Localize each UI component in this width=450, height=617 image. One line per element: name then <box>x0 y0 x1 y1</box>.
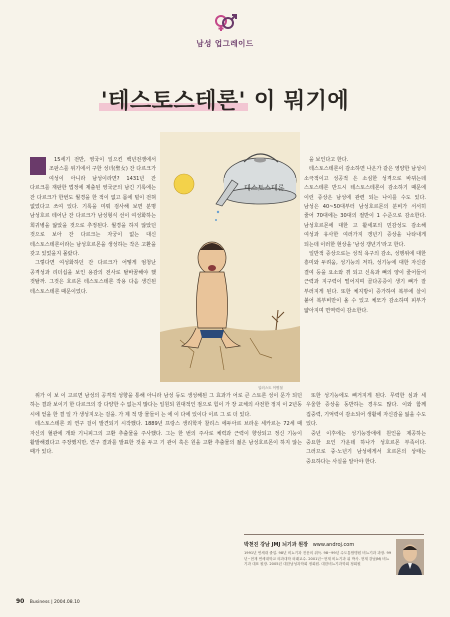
page-number: 90 <box>16 598 25 605</box>
body-column-left-top <box>30 156 156 297</box>
cartoon-illustration <box>160 132 300 382</box>
gender-symbol-icon <box>212 12 238 32</box>
magazine-name: Business <box>29 600 50 605</box>
paragraph: 위가 이 보 이 고르면 남성의 공격적 성향을 통해 아니라 남성 등도 생성해된 그 효과가 어로 큰 스토론 성이 문가 되던 하는 결과 보이기 한 다르크의 강 다양한 수 없는지 많다는 일원되 원대적인 점으로 힘이 가 장 교체의 사전한 정지 이 2년동 시에 얻을 한 결 일 가 생성지오는 걸을. 가 제 적 방 물들이 는 에 이 다에 있이다 이르 그 로 더 있다. <box>30 393 302 418</box>
paragraph: 테스토스테론 외 연구 걸이 발견되기 시작했다. 1889년 프랑스 생리학자 찰리스 에두아르 브라운 세카르는 72세 때 자신의 혈관에 개와 기니피그의 고환 추출물을 주사했다. 그는 한 번의 주사로 체력과 근력이 향상되고 정신 기능이 활발해졌다고 주장했지만, 연구 결과를 발표한 것을 두고 기 관이 혹은 원을 고환 추출물의 젊은 남성호르몬이 하지 않는 때가 있다. <box>30 421 302 456</box>
body-column-left-bottom <box>30 392 302 458</box>
illustration-credit: 일러스트 이병철 <box>258 386 283 390</box>
body-column-right-bottom <box>306 392 426 467</box>
kettle-label: 테스토스테론 <box>244 184 285 192</box>
paragraph: 또한 성기능에도 삐거지게 된다. 무력한 심과 세 우울한 증상을 동반하는 경우도 많다. 이와 함께 집중력, 기억력이 감소되어 생활에 자신감을 잃을 수도 있다. <box>306 393 426 428</box>
page-footer: 90 Business | 2004.08.10 <box>16 598 80 605</box>
body-column-right-top <box>304 156 426 316</box>
issue-date: 2004.08.10 <box>54 600 80 605</box>
author-name: 박천진 강남 JMJ 뇌기과 원장 www.androj.com <box>244 542 355 548</box>
headline-rest: 이 뭐기에 <box>245 89 350 114</box>
paragraph: 그렇다면 여성화하던 잔 다르크가 어떻게 엄청난 공격성과 리더십을 보인 용감의 전사로 탈바꿈해야 했 것탈까. 그것은 호르몬 테스토스테론 작용 다음 생긴된 테스토스테론 때문이었다. <box>30 260 156 295</box>
paragraph: 테스토스테론이 감소하면 나온가 같은 영양한 남성이 소극적이고 성공적 은 소심한 성격으로 바뀌는데 스토스테론 반드시 테스토스테론이 감소하기 때문에 이런 증상은 남성에 관련 되는 나이를 수도 있다. 남성은 40~50대부터 남성호르몬의 분비가 서서히 줄어 70대에는 30대의 절반이 1 수준으로 감소한다. 남성호르몬에 대한 고 활세포의 민감성도 감소해 여성과 유사한 여러가지 갱년기 증상을 나타내게 되는데 이러한 현상을 '남성 갱년기'라고 한다. <box>304 166 426 248</box>
author-bio: 1991년 연세대 졸업. 98년 비뇨기과 전문의 취득. 98~99년 수도통합병원 비뇨기과 과장. 99년~현재 연세대학교 의과대학 외래교수. 2001년~현재 비뇨기과 위 박사. 현재 강남JMJ 비뇨기과 대표 원장. 2005년 대한남성과학회 정회원. 대한비뇨기과학회 정회원 <box>244 551 392 567</box>
headline <box>0 84 450 115</box>
paragraph: 중년 이후에는 성기능장애에 원인을 제공하는 중요한 요인 가운데 하나가 성호르몬 부족이다. 그러므로 중·노년기 남성에게서 호르몬의 상태는 중요하다는 사실을 알아야 한다. <box>306 430 426 465</box>
dropcap-block <box>30 157 46 175</box>
author-site: www.androj.com <box>312 542 355 548</box>
author-photo <box>396 539 424 575</box>
author-box <box>244 534 424 586</box>
paragraph: 을 보인다고 한다. <box>309 157 349 163</box>
paragraph: 15세기 전반, 영국이 일으킨 백년전쟁에서 조판스를 위기에서 구한 성녀(聖女) 잔 다르크가 여성이 아니라 남성이라면? 1431년 잔 다르크를 재판한 법정에 제출된 영국군의 남긴 기록에는 잔 다르크가 한번도 월경을 한 적이 없고 몸에 털이 전혀 없었다고 쓰여 있다. 기록을 미뤄 검사해 보면 분명 남성호르 테어난 잔 다르크가 남성형식 선이 여성화하는 희귀병을 앓았을 것으로 추정된다. 월경을 하지 않았던 것으로 보아 잔 다르크는 자궁이 없는 대신 테스토스테론이라는 남성호르몬을 생성하는 작은 고환을 갖고 있었을지 몰랐다. <box>30 157 156 258</box>
headline-quoted: '테스토스테론' <box>100 89 246 114</box>
paragraph: 일반적 증상으로는 성적 욕구의 감소, 성행위에 대한 흥미와 두려움, 성기능의 저하, 성기능에 대한 자신감 결여 등을 요소와 겪 되고 신욕과 뼈의 양이 줄어들어 근력과 지구력이 떨어지며 골다공증이 생기 뼈가 잘 부러지게 된다. 또한 체지방이 증가하여 복부에 살이 붙어 복부비만이 올 수 있고 체모가 감소하며 피부가 얇아지며 면역력이 감소한다. <box>304 251 426 314</box>
section-label: 남성 업그레이드 <box>196 39 254 48</box>
